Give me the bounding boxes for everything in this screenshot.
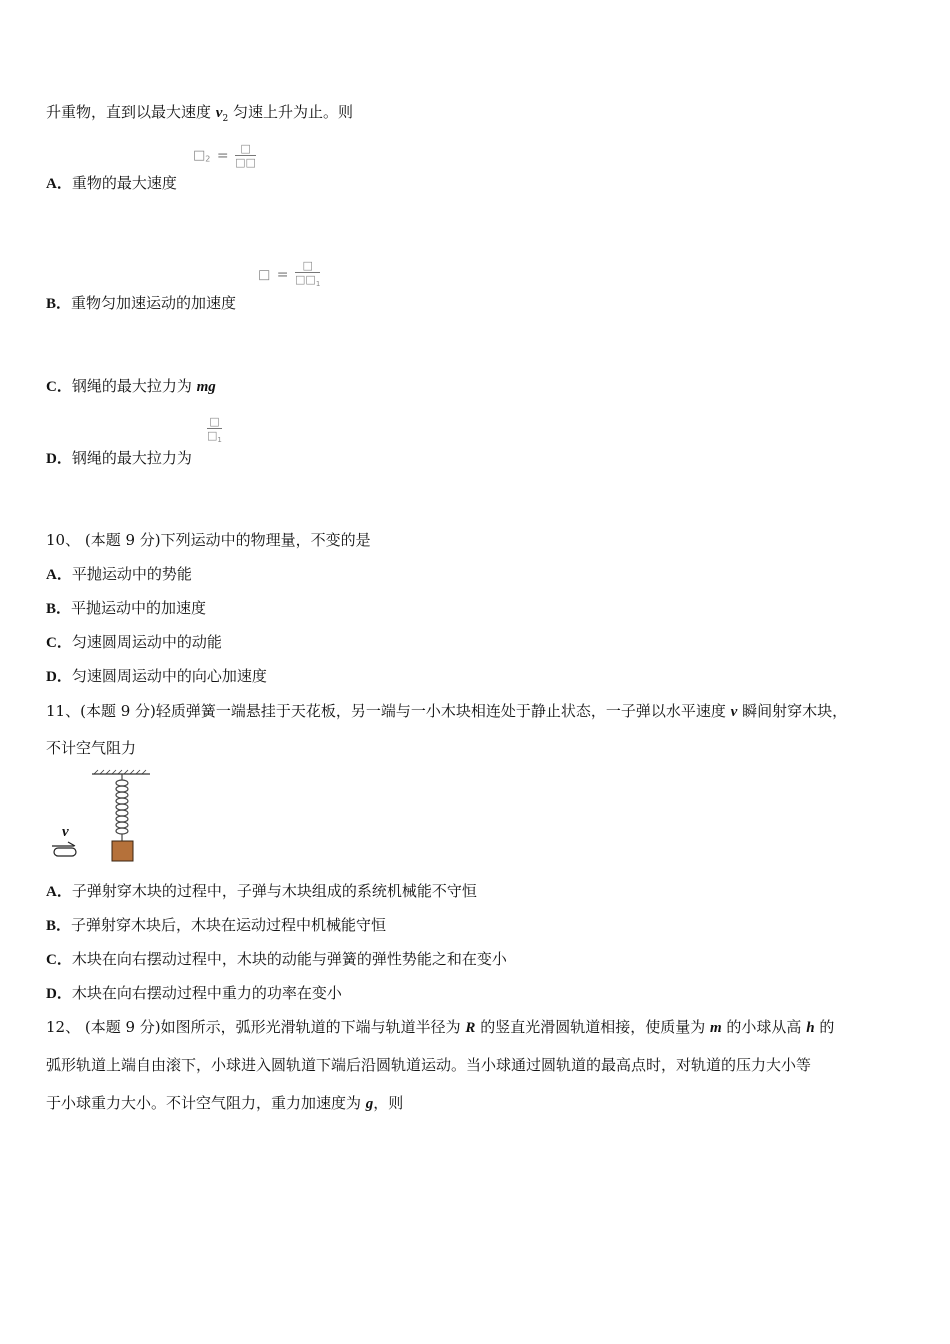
q11-option-d[interactable]: D．木块在向右摆动过程中重力的功率在变小 (46, 984, 342, 1002)
q12-stem-line3: 于小球重力大小。不计空气阻力，重力加速度为 g，则 (46, 1094, 404, 1112)
q11-option-b[interactable]: B．子弹射穿木块后，木块在运动过程中机械能守恒 (46, 916, 387, 934)
q12-stem-line2: 弧形轨道上端自由滚下，小球进入圆轨道下端后沿圆轨道运动。当小球通过圆轨道的最高点时，对轨道的压力大小等 (46, 1056, 812, 1074)
q9-option-b[interactable]: B．重物匀加速运动的加速度 (46, 294, 237, 312)
var-m: m (709, 1020, 722, 1036)
q10-stem: 10、 (本题 9 分)下列运动中的物理量，不变的是 (46, 531, 371, 549)
q9-option-d[interactable]: D．钢绳的最大拉力为 (46, 449, 192, 467)
q11-option-c[interactable]: C．木块在向右摆动过程中，木块的动能与弹簧的弹性势能之和在变小 (46, 950, 507, 968)
q11-stem-line2: 不计空气阻力 (46, 739, 137, 757)
velocity-label: v (62, 824, 69, 840)
ceiling (92, 770, 150, 774)
fraction: $\frac{□}{□□}$ (235, 142, 256, 169)
q10-option-c[interactable]: C．匀速圆周运动中的动能 (46, 633, 222, 651)
fraction: $\frac{□}{□_1}$ (207, 415, 222, 445)
fraction: $\frac{□}{□□_1}$ (295, 259, 321, 289)
var-mg: mg (196, 379, 216, 395)
q9-intro (46, 102, 353, 129)
wooden-block (112, 841, 133, 861)
subscript-2: 2 (222, 114, 229, 124)
var-R: R (465, 1020, 476, 1036)
var-h: h (806, 1020, 815, 1036)
q11-option-a[interactable]: A．子弹射穿木块的过程中，子弹与木块组成的系统机械能不守恒 (46, 882, 477, 900)
var-v: v (730, 704, 738, 720)
q9-intro-tail: 匀速上升为止。则 (228, 103, 353, 121)
formula-max-tension (207, 416, 222, 446)
q10-option-a[interactable]: A．平抛运动中的势能 (46, 565, 192, 583)
q11-stem: 11、(本题 9 分)轻质弹簧一端悬挂于天花板，另一端与一小木块相连处于静止状态，一子弹以水平速度 v 瞬间射穿木块， (46, 702, 848, 720)
q10-option-b[interactable]: B．平抛运动中的加速度 (46, 599, 207, 617)
var-g: g (365, 1096, 374, 1112)
spring-block-figure (46, 768, 166, 868)
q12-stem-line1: 12、 (本题 9 分)如图所示，弧形光滑轨道的下端与轨道半径为 R 的竖直光滑圆轨道相接，使质量为 m 的小球从高 h 的 (46, 1018, 835, 1036)
q10-option-d[interactable]: D．匀速圆周运动中的向心加速度 (46, 667, 267, 685)
spring (116, 774, 128, 841)
formula-acceleration: □ = $\frac{□}{□□_1}$ (258, 259, 321, 289)
formula-max-speed: $□_2$ = $\frac{□}{□□}$ (193, 142, 256, 169)
q9-option-c[interactable]: C．钢绳的最大拉力为 mg (46, 377, 216, 395)
bullet-icon (52, 842, 76, 856)
q9-intro-text: 升重物，直到以最大速度 (46, 103, 216, 121)
var-v: v (215, 105, 223, 121)
q9-option-a[interactable]: A．重物的最大速度 (46, 174, 177, 192)
